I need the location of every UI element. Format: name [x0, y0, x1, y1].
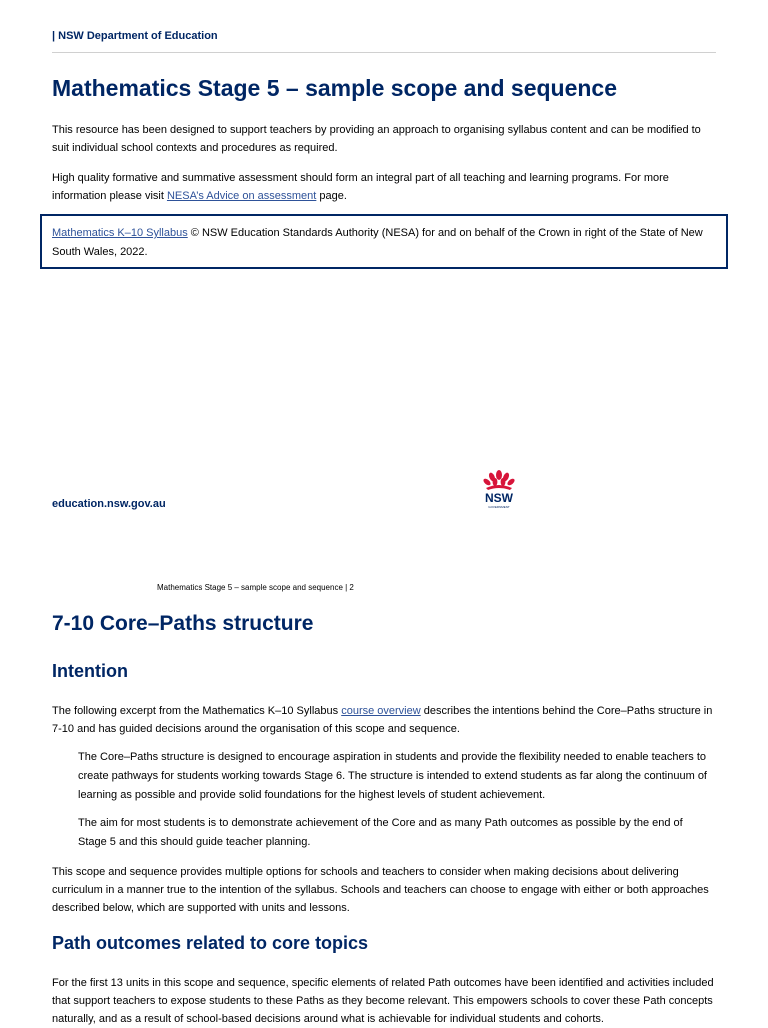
department-header: | NSW Department of Education [52, 30, 218, 42]
copyright-box [40, 214, 728, 269]
assessment-text-end: page. [316, 190, 347, 202]
quote-paragraph-2: The aim for most students is to demonstrate achievement of the Core and as many Path outcomes as possible by the end of Stage 5 and this should guide teacher planning. [78, 817, 683, 848]
nesa-advice-link[interactable]: NESA’s Advice on assessment [166, 190, 317, 202]
copyright-statement: © NSW Education Standards Authority (NESA) for and on behalf of the Crown in right of the State of New South Wales, 2022. [52, 227, 703, 258]
intention-text-end: describes the intentions behind the Core–Paths structure in 7-10 and has guided decisions around the organisation of this scope and sequence. [52, 705, 713, 735]
quote-paragraph-1: The Core–Paths structure is designed to encourage aspiration in students and provide the flexibility needed to enable teachers to create pathways for students working towards Stage 6. The structure is intended to extend students as far along the continuum of learning as possible and provide solid foundations for the highest levels of student achievement. [78, 751, 707, 801]
path-outcomes-paragraph: For the first 13 units in this scope and sequence, specific elements of related Path outcomes have been identified and activities included that support teachers to expose students to these Paths as they become relevant. This empowers schools to cover these Path concepts naturally, and as a result of school-based decisions around what is achievable for individual students and cohorts. [52, 977, 714, 1025]
nsw-government-logo [477, 468, 521, 512]
page-title: Mathematics Stage 5 – sample scope and sequence [52, 75, 618, 101]
header-divider [52, 52, 716, 53]
section-heading: 7-10 Core–Paths structure [52, 612, 314, 635]
intention-heading: Intention [52, 661, 128, 681]
running-header: Mathematics Stage 5 – sample scope and sequence | 2 [157, 583, 354, 592]
logo-subtext: GOVERNMENT [488, 505, 510, 509]
options-paragraph: This scope and sequence provides multiple options for schools and teachers to consider when making decisions about delivering curriculum in a manner true to the intention of the syllabus. Schools and teachers can choose to engage with either or both approaches described below, which are supported with units and lessons. [52, 866, 709, 914]
waratah-icon [477, 468, 521, 512]
copyright-text [52, 224, 712, 262]
intention-paragraph [52, 702, 716, 738]
intro-paragraph: This resource has been designed to support teachers by providing an approach to organising syllabus content and can be modified to suit individual school contexts and procedures as required. [52, 124, 701, 154]
path-outcomes-heading: Path outcomes related to core topics [52, 933, 369, 953]
course-overview-link[interactable]: course overview [341, 705, 421, 717]
footer-url: education.nsw.gov.au [52, 498, 166, 510]
syllabus-link[interactable]: Mathematics K–10 Syllabus [52, 227, 188, 239]
assessment-text-start: High quality formative and summative assessment should form an integral part of all teaching and learning programs. For more information please visit [52, 172, 669, 202]
assessment-paragraph [52, 169, 716, 205]
intention-text-start: The following excerpt from the Mathematics K–10 Syllabus [52, 705, 342, 717]
logo-wordmark: NSW [485, 491, 513, 505]
